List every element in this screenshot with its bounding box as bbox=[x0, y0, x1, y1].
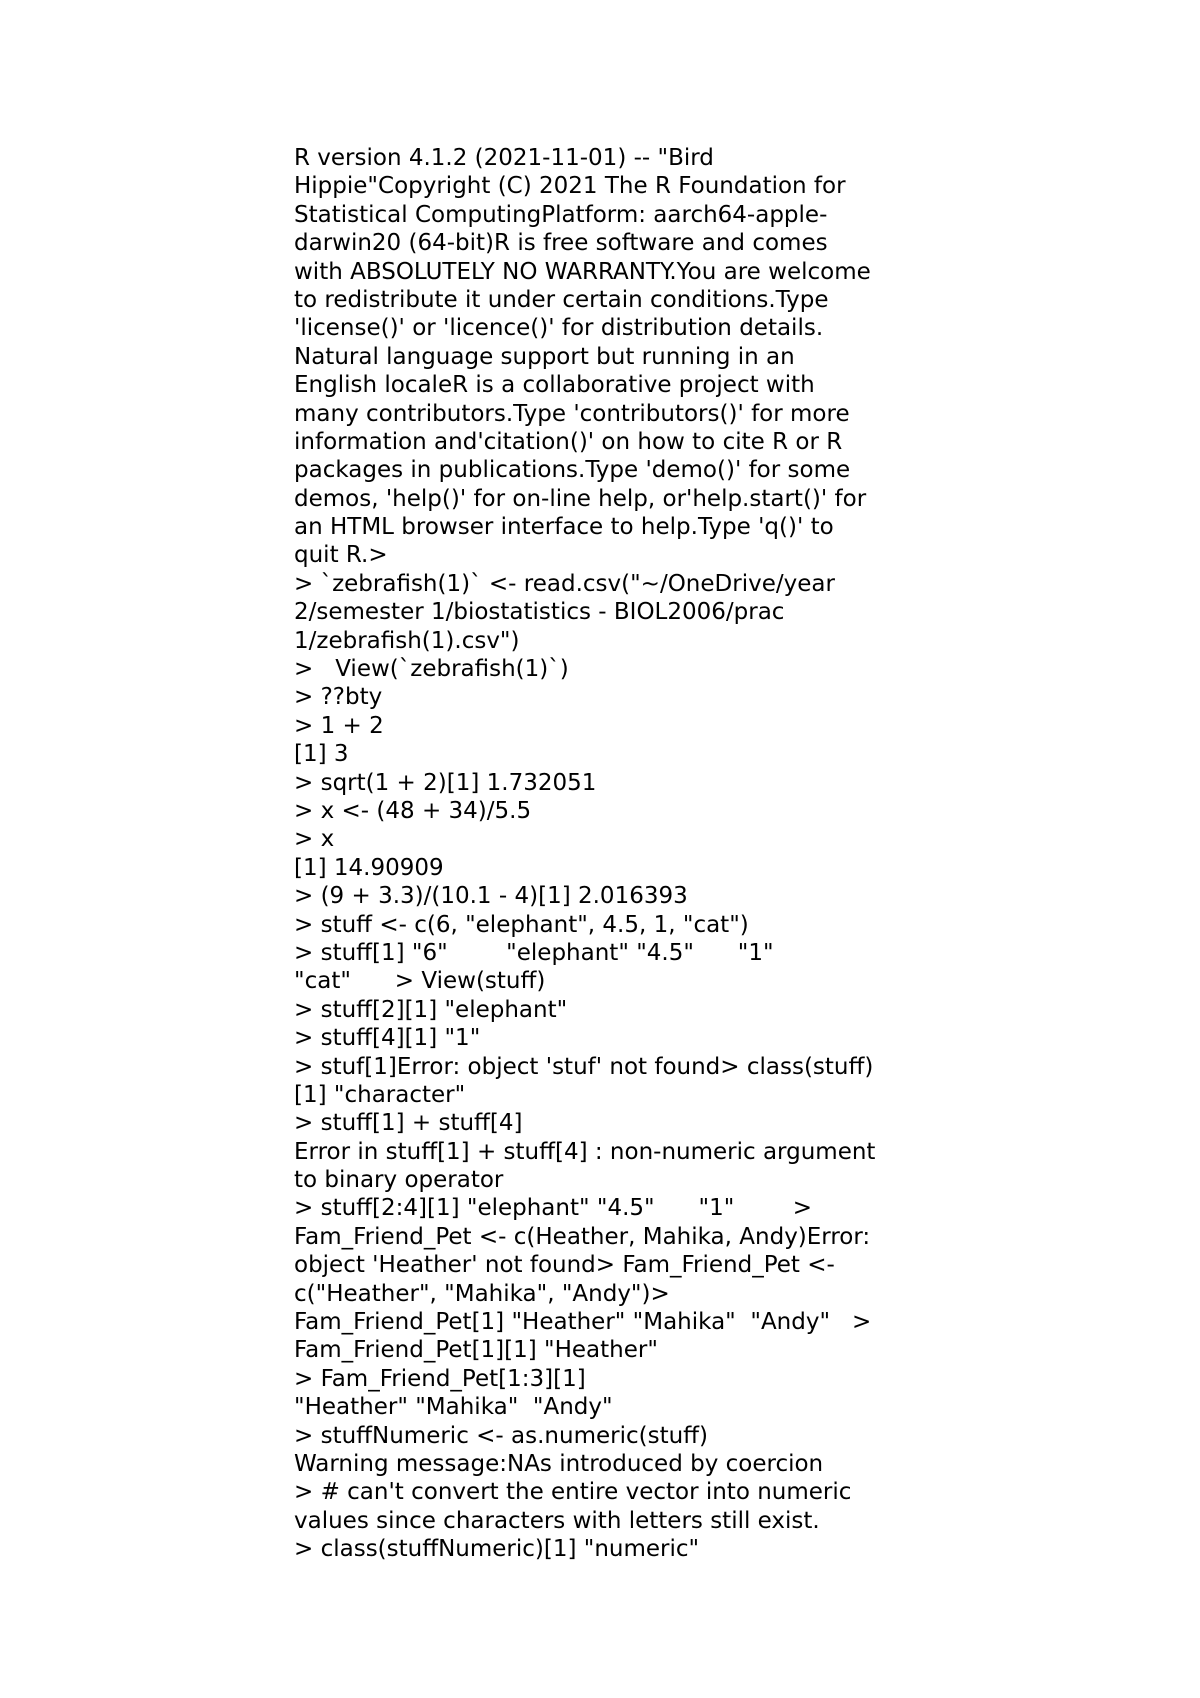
transcript-line: Error in stuff[1] + stuff[4] : non-numeric argument bbox=[294, 1138, 876, 1165]
transcript-line: many contributors.Type 'contributors()' for more bbox=[294, 400, 850, 427]
transcript-line: > Fam_Friend_Pet[1:3][1] bbox=[294, 1365, 586, 1392]
transcript-line: > 1 + 2 bbox=[294, 712, 384, 739]
transcript-line: English localeR is a collaborative project with bbox=[294, 372, 815, 399]
transcript-line: > class(stuffNumeric)[1] "numeric" bbox=[294, 1536, 700, 1563]
transcript-line: object 'Heather' not found> Fam_Friend_Pet <- bbox=[294, 1252, 835, 1279]
r-console-transcript bbox=[294, 144, 934, 1564]
transcript-line: > stuff[1] + stuff[4] bbox=[294, 1110, 523, 1137]
transcript-line: Natural language support but running in an bbox=[294, 343, 795, 370]
transcript-line: "Heather" "Mahika" "Andy" bbox=[294, 1394, 613, 1421]
transcript-line: > stuff[4][1] "1" bbox=[294, 1025, 481, 1052]
transcript-line: values since characters with letters still exist. bbox=[294, 1507, 820, 1534]
transcript-line: > sqrt(1 + 2)[1] 1.732051 bbox=[294, 769, 597, 796]
transcript-line: > ??bty bbox=[294, 684, 383, 711]
transcript-line: "cat" > View(stuff) bbox=[294, 968, 546, 995]
transcript-line: [1] "character" bbox=[294, 1081, 466, 1108]
transcript-line: information and'citation()' on how to cite R or R bbox=[294, 428, 843, 455]
transcript-line: demos, 'help()' for on-line help, or'help.start()' for bbox=[294, 485, 867, 512]
transcript-line: quit R.> bbox=[294, 542, 388, 569]
transcript-line: c("Heather", "Mahika", "Andy")> bbox=[294, 1280, 670, 1307]
transcript-line: > `zebrafish(1)` <- read.csv("~/OneDrive/year bbox=[294, 570, 835, 597]
transcript-line: > stuff <- c(6, "elephant", 4.5, 1, "cat") bbox=[294, 911, 749, 938]
transcript-line: > x <- (48 + 34)/5.5 bbox=[294, 797, 532, 824]
transcript-line: Statistical ComputingPlatform: aarch64-apple- bbox=[294, 201, 828, 228]
transcript-line: Fam_Friend_Pet[1][1] "Heather" bbox=[294, 1337, 658, 1364]
transcript-line: packages in publications.Type 'demo()' for some bbox=[294, 457, 851, 484]
transcript-line: R version 4.1.2 (2021-11-01) -- "Bird bbox=[294, 145, 714, 171]
transcript-line: with ABSOLUTELY NO WARRANTY.You are welcome bbox=[294, 258, 871, 285]
transcript-line: Fam_Friend_Pet[1] "Heather" "Mahika" "Andy" > bbox=[294, 1309, 872, 1336]
transcript-line: 'license()' or 'licence()' for distribution details. bbox=[294, 315, 824, 342]
transcript-line: > stuf[1]Error: object 'stuf' not found> class(stuff) bbox=[294, 1053, 874, 1080]
transcript-line: 1/zebrafish(1).csv") bbox=[294, 627, 520, 654]
transcript-line: Hippie"Copyright (C) 2021 The R Foundation for bbox=[294, 173, 846, 200]
transcript-line: > (9 + 3.3)/(10.1 - 4)[1] 2.016393 bbox=[294, 883, 688, 910]
transcript-line: > View(`zebrafish(1)`) bbox=[294, 656, 569, 683]
transcript-line: to binary operator bbox=[294, 1167, 504, 1194]
transcript-line: darwin20 (64-bit)R is free software and comes bbox=[294, 230, 828, 257]
transcript-line: an HTML browser interface to help.Type 'q()' to bbox=[294, 514, 834, 541]
transcript-line: > stuffNumeric <- as.numeric(stuff) bbox=[294, 1422, 708, 1449]
transcript-line: > stuff[2][1] "elephant" bbox=[294, 996, 568, 1023]
transcript-line: to redistribute it under certain conditions.Type bbox=[294, 286, 829, 313]
transcript-line: 2/semester 1/biostatistics - BIOL2006/prac bbox=[294, 599, 785, 626]
transcript-line: > # can't convert the entire vector into numeric bbox=[294, 1479, 852, 1506]
transcript-line: Warning message:NAs introduced by coercion bbox=[294, 1450, 824, 1477]
transcript-line: [1] 14.90909 bbox=[294, 854, 444, 881]
transcript-line: > stuff[2:4][1] "elephant" "4.5" "1" > bbox=[294, 1195, 813, 1222]
transcript-line: [1] 3 bbox=[294, 741, 349, 768]
transcript-line: > x bbox=[294, 826, 335, 853]
transcript-line: > stuff[1] "6" "elephant" "4.5" "1" bbox=[294, 939, 774, 966]
transcript-line: Fam_Friend_Pet <- c(Heather, Mahika, Andy)Error: bbox=[294, 1223, 871, 1250]
